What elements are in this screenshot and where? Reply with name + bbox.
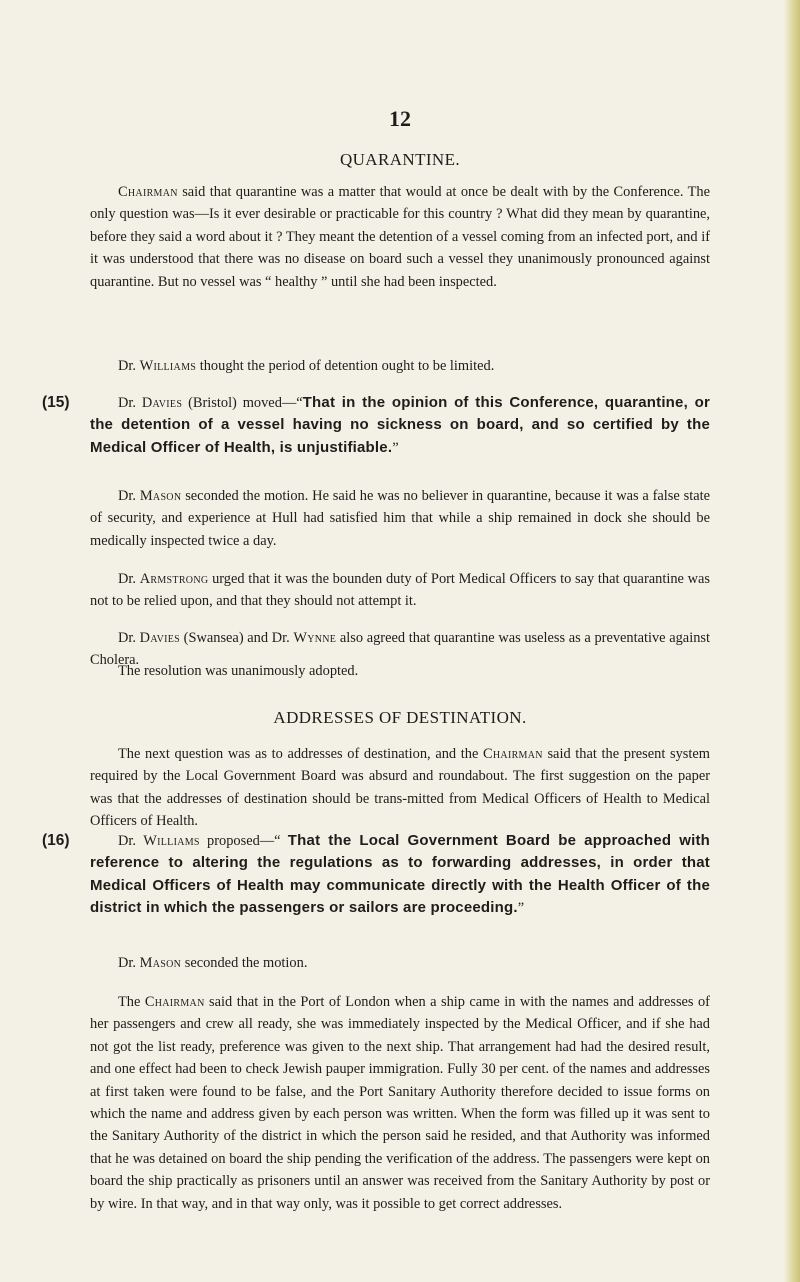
paragraph-armstrong: [90, 568, 710, 613]
paragraph-text: (Swansea) and Dr.: [180, 630, 294, 646]
resolution-number: (16): [42, 832, 70, 849]
paragraph-text: thought the period of detention ought to be limited.: [196, 358, 495, 374]
paragraph-port-of-london: [90, 991, 710, 1215]
page-number: 12: [389, 106, 411, 131]
speaker-name: Chairman: [144, 994, 205, 1010]
speaker-prefix: Dr.: [118, 833, 144, 849]
paragraph-text: The: [118, 994, 145, 1010]
resolution-number: (15): [42, 394, 70, 411]
resolution-15: [42, 392, 710, 459]
speaker-prefix: Dr.: [118, 358, 140, 374]
paragraph-text: proposed—“: [199, 833, 288, 849]
speaker-prefix: Dr.: [118, 630, 140, 646]
speaker-name: Davies: [141, 395, 183, 411]
speaker-name: Chairman: [118, 184, 178, 200]
section-heading-quarantine: QUARANTINE.: [339, 150, 461, 169]
paragraph-addresses-intro: [90, 743, 710, 833]
paragraph-text: The next question was as to addresses of destination, and the: [118, 746, 484, 762]
paragraph-text: The resolution was unanimously adopted.: [118, 663, 359, 679]
resolution-text: That the Local Government Board be approached with reference to altering the regulations as to forwarding addresses, in order that Medical Officers of Health may communicate directly with the Health Officer of the district in which the passengers or sailors are proceeding.: [90, 832, 710, 917]
speaker-prefix: Dr.: [118, 955, 140, 971]
speaker-name: Mason: [139, 488, 182, 504]
paragraph-chairman-quarantine: [90, 181, 710, 293]
paragraph-resolution-adopted: [90, 660, 710, 682]
speaker-name: Chairman: [483, 746, 543, 762]
quote-close: ”: [392, 439, 399, 456]
speaker-name: Williams: [139, 358, 197, 374]
quote-close: ”: [517, 900, 525, 917]
resolution-text: That in the opinion of this Conference, quarantine, or the detention of a vessel having no sickness on board, and so certified by the Medical Officer of Health, is unjustifiable.: [90, 394, 710, 456]
paragraph-mason: [90, 485, 710, 552]
page-edge-shading: [784, 0, 800, 1282]
paragraph-text-2: said that in the Port of London when a ship came in with the names and addresses of her passengers and crew all ready, she was immediately inspected by the Medical Officer, and if she had not got the list ready, preference was given to the next ship. That arrangement had had the desired result, and one effect had been to check Jewish pauper immigration. Fully 30 per cent. of the names and addresses at first taken were found to be false, and the Port Sanitary Authority therefore decided to issue forms on which the name and address given by each person was written. When the form was filled up it was sent to the Sanitary Authority of the district in which the person said he resided, and that Authority was informed that he was detained on board the ship pending the verification of the address. The passengers were kept on board the ship practically as prisoners until an answer was received from the Sanitary Authority by post or by wire. In that way, and in that way only, was it possible to get correct addresses.: [90, 994, 710, 1212]
speaker-name: Mason: [139, 955, 182, 971]
section-heading-addresses: ADDRESSES OF DESTINATION.: [273, 708, 527, 727]
paragraph-text: urged that it was the bounden duty of Port Medical Officers to say that quarantine was not to be relied upon, and that they should not attempt it.: [90, 571, 710, 610]
paragraph-text-2: also agreed that quarantine was useless as a preventative against Cholera.: [90, 630, 710, 669]
paragraph-mason-seconded: [90, 952, 710, 974]
speaker-name: Davies: [139, 630, 181, 646]
paragraph-text: (Bristol) moved—“: [182, 395, 303, 411]
paragraph-text: seconded the motion.: [181, 955, 308, 971]
speaker-prefix: Dr.: [118, 488, 140, 504]
paragraph-text: said that quarantine was a matter that would at once be dealt with by the Conference. The only question was—Is it ever desirable or practicable for this country ? What did they mean by quarantine, before they said a word about it ? They meant the detention of a vessel coming from an infected port, and if it was understood that there was no disease on board such a vessel they unanimously pronounced against quarantine. But no vessel was “ healthy ” until she had been inspected.: [90, 184, 710, 290]
resolution-16: [42, 830, 710, 920]
speaker-prefix: Dr.: [118, 395, 142, 411]
speaker-name: Williams: [143, 833, 200, 849]
paragraph-text-2: said that the present system required by the Local Government Board was absurd and roundabout. The first suggestion on the paper was that the addresses of destination should be trans-mitted from Medical Officers of Health to Medical Officers of Health.: [90, 746, 710, 830]
speaker-name: Armstrong: [139, 571, 209, 587]
paragraph-williams: [90, 355, 710, 377]
speaker-name-2: Wynne: [293, 630, 337, 646]
speaker-prefix: Dr.: [118, 571, 140, 587]
paragraph-text: seconded the motion. He said he was no believer in quarantine, because it was a false state of security, and experience at Hull had satisfied him that while a ship remained in dock she should be medically inspected twice a day.: [90, 488, 710, 549]
